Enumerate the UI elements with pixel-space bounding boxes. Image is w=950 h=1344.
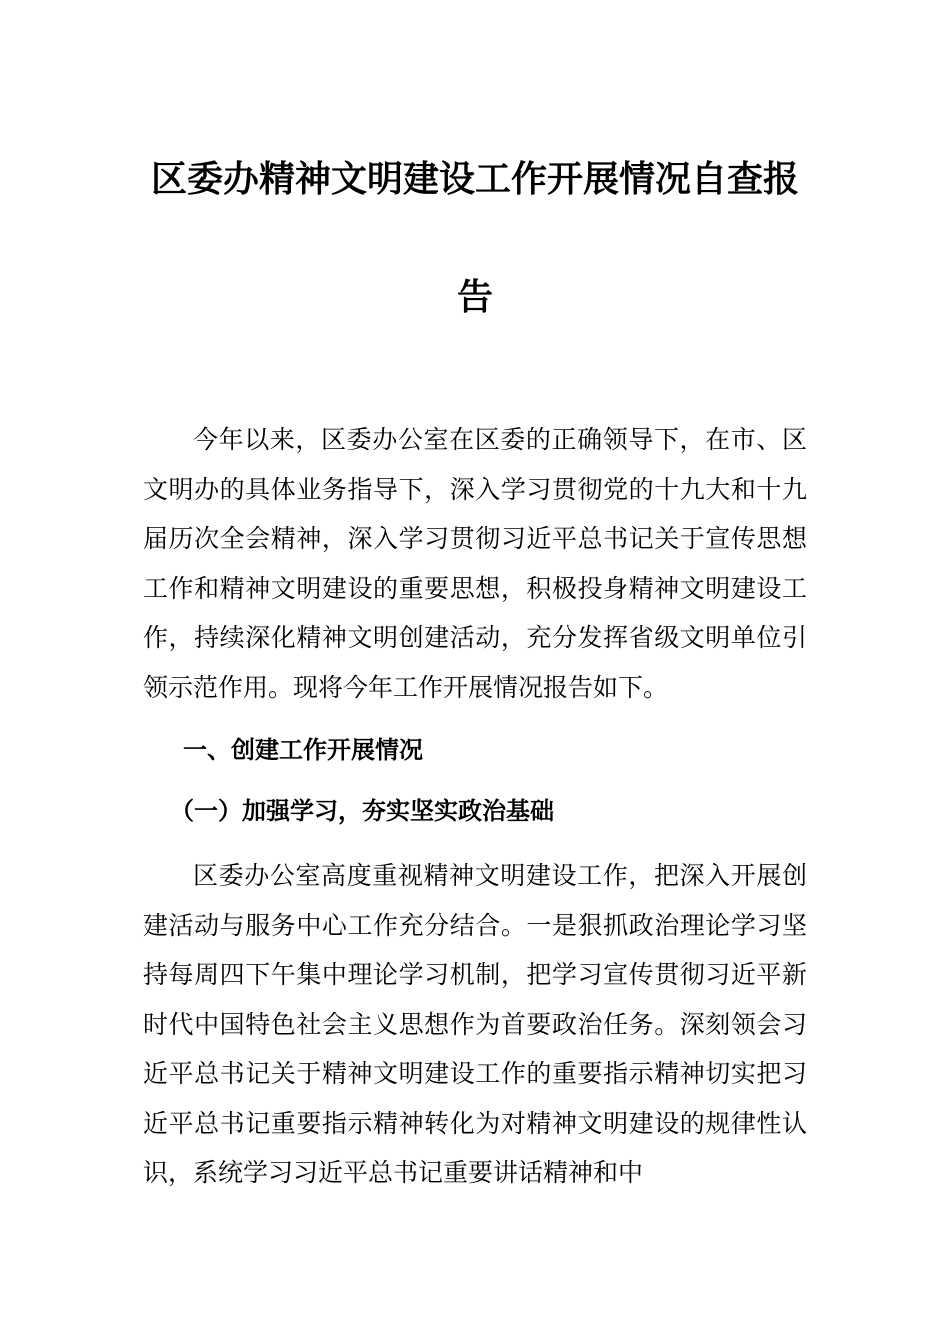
subsection-1-paragraph: 区委办公室高度重视精神文明建设工作，把深入开展创建活动与服务中心工作充分结合。一是狠抓政治理论学习坚持每周四下午集中理论学习机制，把学习宣传贯彻习近平新时代中国特色社会主义思想作为首要政治任务。深刻领会习近平总书记关于精神文明建设工作的重要指示精神切实把习近平总书记重要指示精神转化为对精神文明建设的规律性认识，系统学习习近平总书记重要讲话精神和中: [143, 861, 807, 1187]
section-heading-1: 一、创建工作开展情况: [183, 736, 423, 764]
document-title-line-2: 告: [456, 277, 493, 318]
document-title-line-1: 区委办精神文明建设工作开展情况自查报: [150, 159, 799, 200]
subsection-heading-1: （一）加强学习，夯实坚实政治基础: [170, 797, 554, 825]
intro-paragraph: 今年以来，区委办公室在区委的正确领导下，在市、区文明办的具体业务指导下，深入学习贯彻党的十九大和十九届历次全会精神，深入学习贯彻习近平总书记关于宣传思想工作和精神文明建设的重要思想，积极投身精神文明建设工作，持续深化精神文明创建活动，充分发挥省级文明单位引领示范作用。现将今年工作开展情况报告如下。: [143, 425, 807, 702]
